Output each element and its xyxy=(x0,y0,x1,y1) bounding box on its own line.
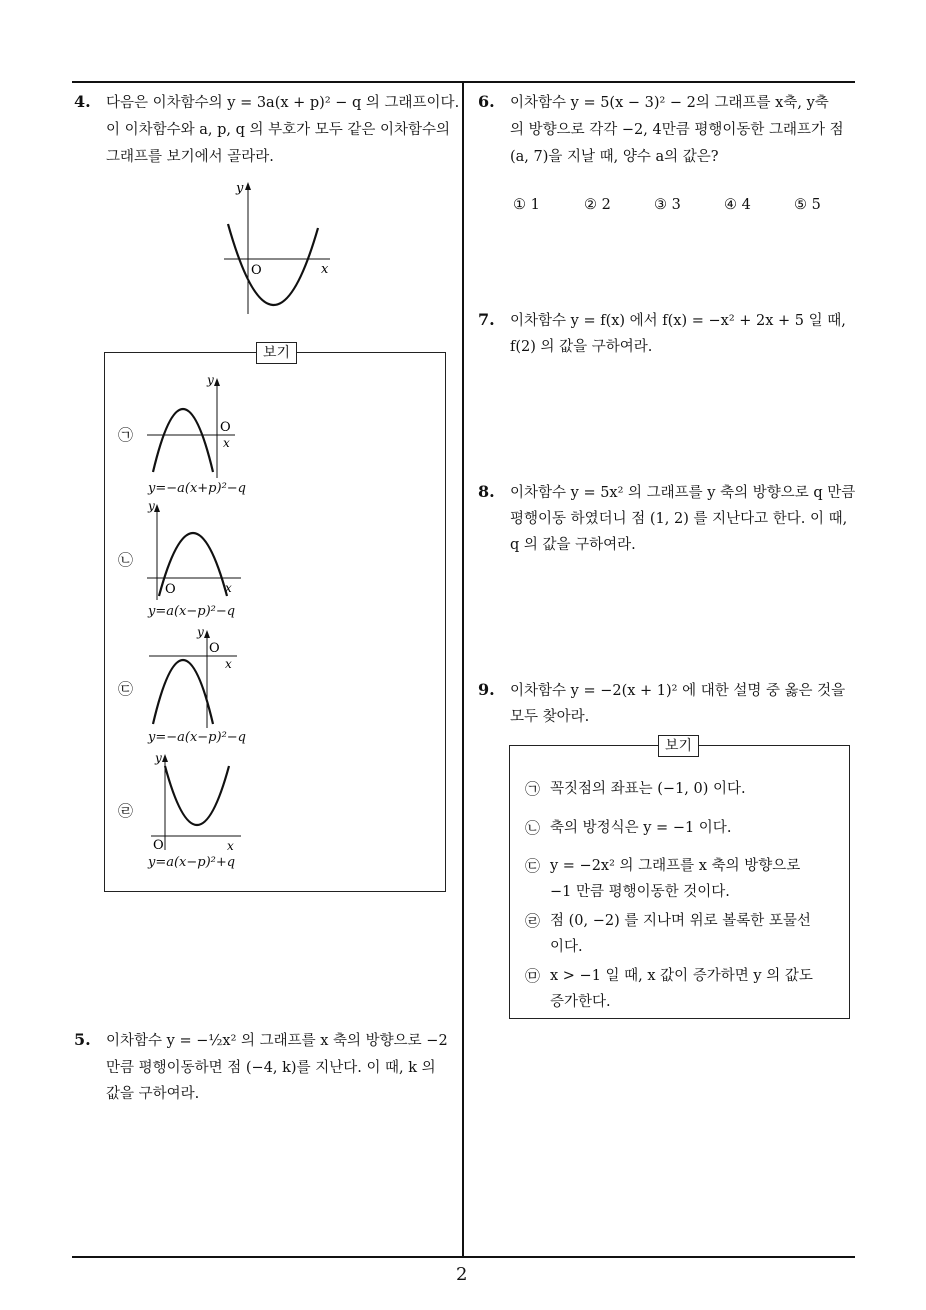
svg-text:x: x xyxy=(223,436,230,450)
q4-option-3-mark: ㉢ xyxy=(118,680,134,698)
q9-box-title: 보기 xyxy=(658,735,699,757)
svg-text:y: y xyxy=(197,625,204,639)
svg-text:y: y xyxy=(148,500,155,513)
q6-choice-1[interactable]: ① 1 xyxy=(513,197,540,213)
q5-line-1: 이차함수 y = −½x² 의 그래프를 x 축의 방향으로 −2 xyxy=(106,1033,448,1049)
page-number: 2 xyxy=(456,1264,468,1285)
q4-box-title: 보기 xyxy=(256,342,297,364)
q9-item-4-mark: ㉣ xyxy=(525,912,541,930)
q9-number: 9. xyxy=(478,680,495,699)
q4-option-2-graph xyxy=(145,500,245,610)
q9-item-4-line-2: 이다. xyxy=(550,939,583,955)
q5-line-2: 만큼 평행이동하면 점 (−4, k)를 지난다. 이 때, k 의 xyxy=(106,1060,436,1076)
svg-text:O: O xyxy=(209,641,220,656)
q8-line-3: q 의 값을 구하여라. xyxy=(510,537,636,553)
q4-line-2: 이 이차함수와 a, p, q 의 부호가 모두 같은 이차함수의 xyxy=(106,122,451,138)
q4-option-1-caption: y=−a(x+p)²−q xyxy=(148,481,246,496)
q9-item-1-mark: ㉠ xyxy=(525,780,541,798)
q6-line-3: (a, 7)을 지날 때, 양수 a의 값은? xyxy=(510,149,719,165)
q4-line-3: 그래프를 보기에서 골라라. xyxy=(106,149,274,165)
q4-graph-x-label: x xyxy=(321,262,329,277)
q9-item-1-line-1: 꼭짓점의 좌표는 (−1, 0) 이다. xyxy=(550,781,746,797)
q4-line-1: 다음은 이차함수의 y = 3a(x + p)² − q 의 그래프이다. xyxy=(106,95,460,111)
svg-text:x: x xyxy=(227,839,234,853)
q9-item-5-line-1: x > −1 일 때, x 값이 증가하면 y 의 값도 xyxy=(550,968,813,984)
q6-line-2: 의 방향으로 각각 −2, 4만큼 평행이동한 그래프가 점 xyxy=(510,122,844,138)
q7-line-2: f(2) 의 값을 구하여라. xyxy=(510,339,653,355)
svg-text:y: y xyxy=(207,373,214,387)
svg-text:O: O xyxy=(220,420,231,435)
bottom-rule xyxy=(72,1256,855,1258)
q6-choice-5[interactable]: ⑤ 5 xyxy=(794,197,821,213)
q9-item-5-mark: ㉤ xyxy=(525,967,541,985)
q4-number: 4. xyxy=(74,92,91,111)
q9-line-1: 이차함수 y = −2(x + 1)² 에 대한 설명 중 옳은 것을 xyxy=(510,683,846,699)
q4-parabola-graph xyxy=(218,178,338,318)
q4-option-2-caption: y=a(x−p)²−q xyxy=(148,604,236,619)
q9-item-5-line-2: 증가한다. xyxy=(550,994,611,1010)
q9-item-3-mark: ㉢ xyxy=(525,857,541,875)
q6-choice-3[interactable]: ③ 3 xyxy=(654,197,681,213)
svg-text:O: O xyxy=(165,582,176,597)
q4-graph-y-label: y xyxy=(236,181,244,196)
q6-choice-2[interactable]: ② 2 xyxy=(584,197,611,213)
q9-item-3-line-1: y = −2x² 의 그래프를 x 축의 방향으로 xyxy=(550,858,801,874)
q9-line-2: 모두 찾아라. xyxy=(510,709,590,725)
q7-number: 7. xyxy=(478,310,495,329)
svg-text:x: x xyxy=(225,657,232,671)
q5-line-3: 값을 구하여라. xyxy=(106,1086,200,1102)
q7-line-1: 이차함수 y = f(x) 에서 f(x) = −x² + 2x + 5 일 때, xyxy=(510,313,846,329)
q4-option-4-graph xyxy=(145,750,245,860)
q4-option-3-graph xyxy=(145,624,245,734)
q6-line-1: 이차함수 y = 5(x − 3)² − 2의 그래프를 x축, y축 xyxy=(510,95,829,111)
q6-number: 6. xyxy=(478,92,495,111)
column-divider xyxy=(462,81,464,1257)
q4-graph-origin-label: O xyxy=(251,263,262,278)
q8-number: 8. xyxy=(478,482,495,501)
top-rule xyxy=(72,81,855,83)
q4-option-2-mark: ㉡ xyxy=(118,551,134,569)
q4-option-1-mark: ㉠ xyxy=(118,426,134,444)
q9-item-3-line-2: −1 만큼 평행이동한 것이다. xyxy=(550,884,730,900)
svg-text:x: x xyxy=(225,581,232,595)
q4-option-3-caption: y=−a(x−p)²−q xyxy=(148,730,246,745)
q4-option-4-mark: ㉣ xyxy=(118,802,134,820)
q9-item-2-line-1: 축의 방정식은 y = −1 이다. xyxy=(550,820,732,836)
q9-item-2-mark: ㉡ xyxy=(525,819,541,837)
q6-choice-4[interactable]: ④ 4 xyxy=(724,197,751,213)
q4-option-1-graph xyxy=(145,372,245,482)
q4-option-4-caption: y=a(x−p)²+q xyxy=(148,855,236,870)
q9-item-4-line-1: 점 (0, −2) 를 지나며 위로 볼록한 포물선 xyxy=(550,913,811,929)
svg-text:y: y xyxy=(155,751,162,765)
q8-line-2: 평행이동 하였더니 점 (1, 2) 를 지난다고 한다. 이 때, xyxy=(510,511,848,527)
q8-line-1: 이차함수 y = 5x² 의 그래프를 y 축의 방향으로 q 만큼 xyxy=(510,485,856,501)
q5-number: 5. xyxy=(74,1030,91,1049)
svg-text:O: O xyxy=(153,838,164,853)
